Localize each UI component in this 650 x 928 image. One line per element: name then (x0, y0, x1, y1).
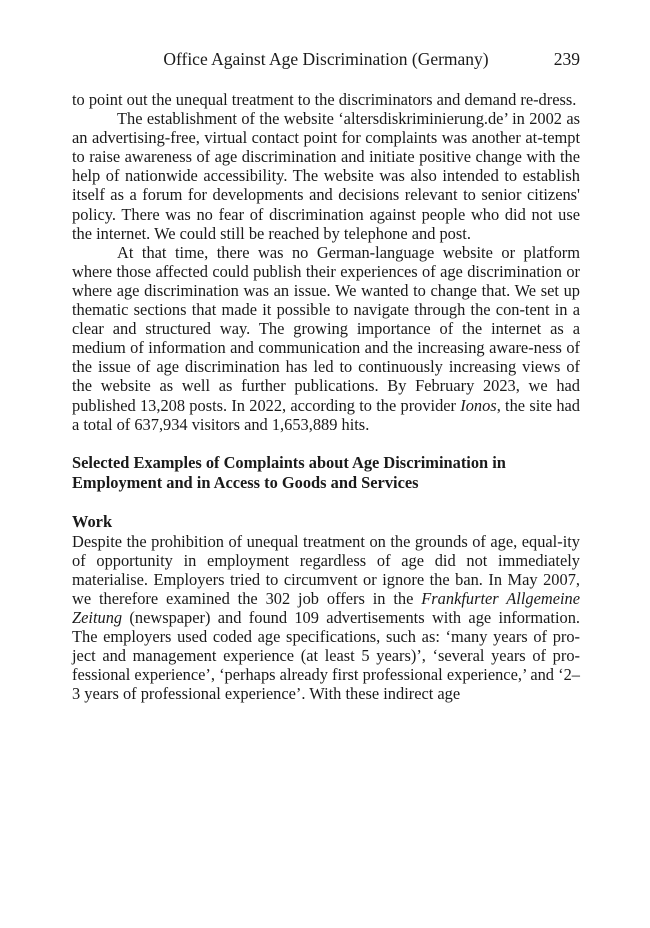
running-header (72, 48, 580, 74)
paragraph-website: The establishment of the website ‘altersdiskriminierung.de’ in 2002 as an advertising-free, virtual contact point for complaints was another at-tempt to raise awareness of age discrimination and initiate positive change with the help of nationwide accessibility. The website was also intended to establish itself as a forum for developments and decisions relevant to senior citizens' policy. There was no fear of discrimination against people who did not use the internet. We could still be reached by telephone and post. (72, 109, 580, 243)
newspaper-name: Frankfurter Allgemeine Zeitung (72, 588, 580, 628)
running-title: Office Against Age Discrimination (Germany) (163, 49, 489, 69)
paragraph-work-end: (newspaper) and found 109 advertisements with age information. The employers used coded age specifications, such as: ‘many years of pro-ject and management experience (at least 5 years)’, ‘several years of pro-fessional experience’, ‘perhaps already first professional experience,’ and ‘2–3 years of professional experience’. With these indirect age (72, 608, 580, 704)
paragraph-platform-end: , the site had a total of 637,934 visitors and 1,653,889 hits. (72, 395, 580, 434)
section-heading: Selected Examples of Complaints about Age Discrimination in Employment and in Access to Goods and Services (72, 452, 506, 492)
page-number: 239 (553, 49, 580, 69)
paragraph-work (72, 532, 580, 704)
document-page (72, 48, 580, 704)
paragraph-platform (72, 243, 580, 434)
paragraph-platform-text: At that time, there was no German-language website or platform where those affected could publish their experiences of age discrimination or where age discrimination was an issue. We wanted to change that. We set up thematic sections that made it possible to navigate through the con-tent in a clear and structured way. The growing importance of the internet as a medium of information and communication and the increasing aware-ness of the issue of age discrimination has led to continuously increasing views of the website as well as further publications. By February 2023, we had published 13,208 posts. In 2022, according to the provider (72, 242, 580, 415)
subheading-work: Work (72, 511, 113, 531)
provider-name: Ionos (460, 395, 497, 415)
paragraph-continuation: to point out the unequal treatment to the discriminators and demand re-dress. (72, 90, 577, 109)
paragraph-work-text: Despite the prohibition of unequal treatment on the grounds of age, equal-ity of opportunity in employment regardless of age did not immediately materialise. Employers tried to circumvent or ignore the ban. In May 2007, we therefore examined the 302 job offers in the (72, 531, 580, 608)
body-text (72, 90, 580, 704)
